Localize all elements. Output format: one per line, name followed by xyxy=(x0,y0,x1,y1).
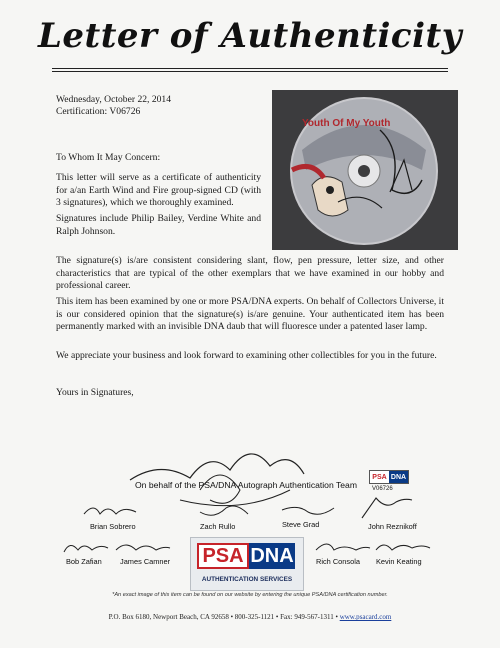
cd-photo xyxy=(272,90,458,250)
logo-psa-text: PSA xyxy=(197,543,249,569)
footer xyxy=(0,613,500,621)
signature-scribble xyxy=(60,536,110,558)
signature-scribble xyxy=(80,500,140,522)
signature-scribble xyxy=(356,494,416,522)
paragraph-5: We appreciate your business and look forward to examining other collectibles for you in the future. xyxy=(56,350,437,361)
psa-dna-logo xyxy=(190,537,304,591)
authenticator-name: Bob Zafian xyxy=(66,557,102,566)
paragraph-4: This item has been examined by one or more PSA/DNA experts. On behalf of Collectors Universe, it is our considered opinion that the signature(s) is/are genuine. Your authenticated item has been permanently marked with an invisible DNA daub that will fluoresce under a patented laser lamp. xyxy=(56,296,444,333)
paragraph-3: The signature(s) is/are consistent considering slant, flow, pen pressure, letter size, and other characteristics that are typical of the other exemplars that we have examined in our hobby and professional career. xyxy=(56,255,444,292)
authenticator-name: Zach Rullo xyxy=(200,522,236,531)
logo-dna-text: DNA xyxy=(249,543,295,569)
title-rule-top xyxy=(52,68,448,69)
logo-subtitle: AUTHENTICATION SERVICES xyxy=(201,576,293,583)
authenticator-name: Rich Consola xyxy=(316,557,360,566)
authenticator-name: Kevin Keating xyxy=(376,557,422,566)
signature-scribble xyxy=(196,500,256,522)
title-rule-bottom xyxy=(52,71,448,72)
footnote: *An exact image of this item can be found on our website by entering the unique PSA/DNA certification number. xyxy=(112,592,388,598)
cd-title: Youth Of My Youth xyxy=(302,118,391,129)
signature-scribble xyxy=(278,500,338,522)
psa-dna-small-logo xyxy=(369,470,409,484)
cd-disc-illustration xyxy=(272,90,458,250)
on-behalf-line: On behalf of the PSA/DNA Autograph Authentication Team xyxy=(135,480,357,490)
letter-date: Wednesday, October 22, 2014 xyxy=(56,94,172,105)
closing: Yours in Signatures, xyxy=(56,387,134,398)
small-logo-dna: DNA xyxy=(389,471,408,483)
salutation: To Whom It May Concern: xyxy=(56,152,161,163)
signature-scribble xyxy=(372,536,432,558)
signature-scribble xyxy=(312,536,372,558)
small-cert-number: V06726 xyxy=(372,486,393,492)
paragraph-2: Signatures include Philip Bailey, Verdine White and Ralph Johnson. xyxy=(56,213,261,237)
signature-scribble xyxy=(112,536,172,558)
small-logo-psa: PSA xyxy=(370,471,389,483)
website-link[interactable]: www.psacard.com xyxy=(339,613,392,621)
authenticator-name: Brian Sobrero xyxy=(90,522,136,531)
authenticator-name: Steve Grad xyxy=(282,520,320,529)
authenticator-name: John Reznikoff xyxy=(368,522,417,531)
authenticator-name: James Camner xyxy=(120,557,171,566)
footer-address: P.O. Box 6180, Newport Beach, CA 92658 • 800-325-1121 • Fax: 949-567-1311 • xyxy=(108,613,340,621)
letter-title: Letter of Authenticity xyxy=(37,16,463,56)
certification-number: Certification: V06726 xyxy=(56,106,141,117)
paragraph-1: This letter will serve as a certificate of authenticity for a/an Earth Wind and Fire group-signed CD (with 3 signatures), which we thoroughly examined. xyxy=(56,172,261,209)
